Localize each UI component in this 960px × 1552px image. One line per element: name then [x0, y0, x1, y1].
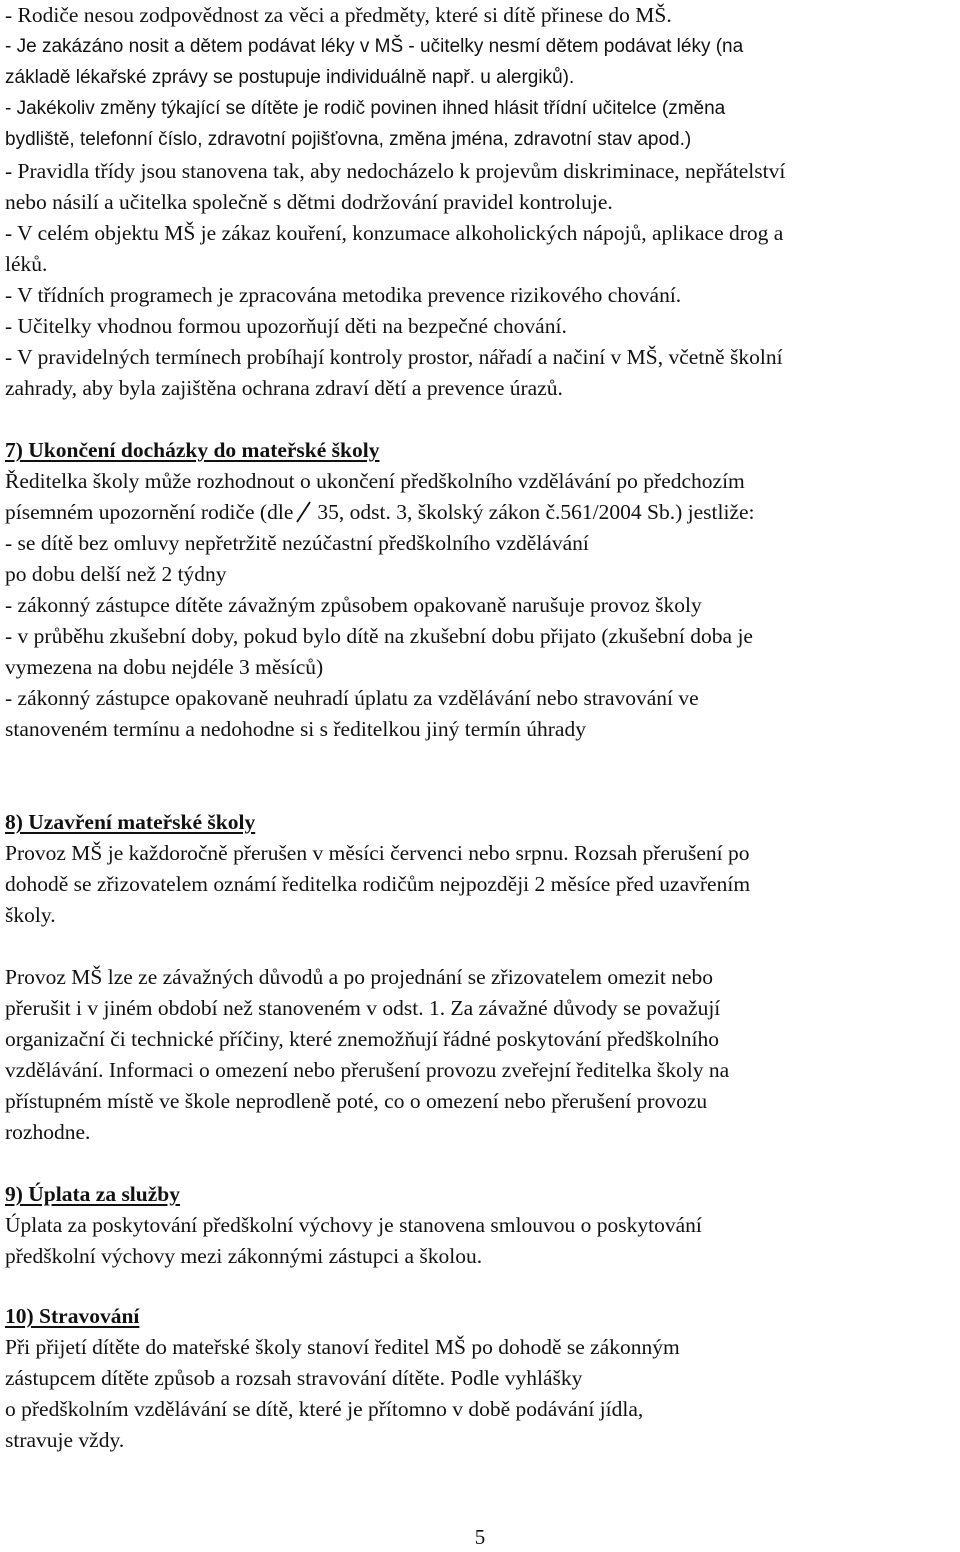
- rule-line: - Rodiče nesou zodpovědnost za věci a předměty, které si dítě přinese do MŠ.: [5, 3, 672, 27]
- section-7-item: po dobu delší než 2 týdny: [5, 562, 227, 586]
- section-9-text: Úplata za poskytování předškolní výchovy je stanovena smlouvou o poskytování: [5, 1213, 702, 1237]
- section-10-text: Při přijetí dítěte do mateřské školy stanoví ředitel MŠ po dohodě se zákonným: [5, 1335, 680, 1359]
- section-8-text: Provoz MŠ lze ze závažných důvodů a po projednání se zřizovatelem omezit nebo: [5, 965, 714, 989]
- section-7-text-part: 35, odst. 3, školský zákon č.561/2004 Sb.) jestliže:: [317, 500, 755, 524]
- page-number: 5: [474, 1525, 486, 1549]
- section-7-text: Ředitelka školy může rozhodnout o ukončení předškolního vzdělávání po předchozím: [5, 469, 745, 493]
- section-8-text: vzdělávání. Informaci o omezení nebo přerušení provozu zveřejní ředitelka školy na: [5, 1058, 730, 1082]
- section-9-heading: 9) Úplata za služby: [5, 1182, 180, 1206]
- section-10-text: o předškolním vzdělávání se dítě, které je přítomno v době podávání jídla,: [5, 1397, 644, 1421]
- section-8-text: rozhodne.: [5, 1120, 91, 1144]
- section-7-item: - v průběhu zkušební doby, pokud bylo dítě na zkušební dobu přijato (zkušební doba je: [5, 624, 753, 648]
- section-8-text: organizační či technické příčiny, které znemožňují řádné poskytování předškolního: [5, 1027, 720, 1051]
- section-10-text: stravuje vždy.: [5, 1428, 125, 1452]
- section-8-text: dohodě se zřizovatelem oznámí ředitelka rodičům nejpozději 2 měsíce před uzavřením: [5, 872, 751, 896]
- section-7-item: - zákonný zástupce dítěte závažným způsobem opakovaně narušuje provoz školy: [5, 593, 702, 617]
- rule-line: zahrady, aby byla zajištěna ochrana zdraví dětí a prevence úrazů.: [5, 376, 563, 400]
- rule-line: - Jakékoliv změny týkající se dítěte je rodič povinen ihned hlásit třídní učitelce (změna: [5, 98, 726, 119]
- section-7-item: vymezena na dobu nejdéle 3 měsíců): [5, 655, 324, 679]
- section-7-item: - se dítě bez omluvy nepřetržitě nezúčastní předškolního vzdělávání: [5, 531, 589, 555]
- section-7-item: - zákonný zástupce opakovaně neuhradí úplatu za vzdělávání nebo stravování ve: [5, 686, 699, 710]
- rule-line: - Učitelky vhodnou formou upozorňují děti na bezpečné chování.: [5, 314, 567, 338]
- section-9-text: předškolní výchovy mezi zákonnými zástupci a školou.: [5, 1244, 483, 1268]
- section-sign-icon: [295, 501, 313, 523]
- section-10-heading: 10) Stravování: [5, 1304, 140, 1328]
- rule-line: základě lékařské zprávy se postupuje individuálně např. u alergiků).: [5, 67, 575, 88]
- section-8-text: přístupném místě ve škole neprodleně poté, co o omezení nebo přerušení provozu: [5, 1089, 708, 1113]
- rule-line: - V třídních programech je zpracována metodika prevence rizikového chování.: [5, 283, 682, 307]
- section-10-text: zástupcem dítěte způsob a rozsah stravování dítěte. Podle vyhlášky: [5, 1366, 583, 1390]
- rule-line: - Je zakázáno nosit a dětem podávat léky v MŠ - učitelky nesmí dětem podávat léky (na: [5, 36, 744, 57]
- section-8-text: školy.: [5, 903, 56, 927]
- section-8-heading: 8) Uzavření mateřské školy: [5, 810, 256, 834]
- rule-line: léků.: [5, 252, 48, 276]
- section-7-text-part: písemném upozornění rodiče (dle: [5, 500, 294, 524]
- rule-line: nebo násilí a učitelka společně s dětmi dodržování pravidel kontroluje.: [5, 190, 613, 214]
- rule-line: bydliště, telefonní číslo, zdravotní pojišťovna, změna jména, zdravotní stav apod.): [5, 129, 692, 150]
- rule-line: - Pravidla třídy jsou stanovena tak, aby nedocházelo k projevům diskriminace, nepřátelství: [5, 159, 786, 183]
- section-8-text: Provoz MŠ je každoročně přerušen v měsíci červenci nebo srpnu. Rozsah přerušení po: [5, 841, 750, 865]
- section-7-item: stanoveném termínu a nedohodne si s ředitelkou jiný termín úhrady: [5, 717, 586, 741]
- rule-line: - V celém objektu MŠ je zákaz kouření, konzumace alkoholických nápojů, aplikace drog a: [5, 221, 784, 245]
- section-7-text: [5, 497, 755, 528]
- rule-line: - V pravidelných termínech probíhají kontroly prostor, nářadí a načiní v MŠ, včetně školní: [5, 345, 783, 369]
- section-7-heading: 7) Ukončení docházky do mateřské školy: [5, 438, 380, 462]
- section-8-text: přerušit i v jiném období než stanoveném v odst. 1. Za závažné důvody se považují: [5, 996, 721, 1020]
